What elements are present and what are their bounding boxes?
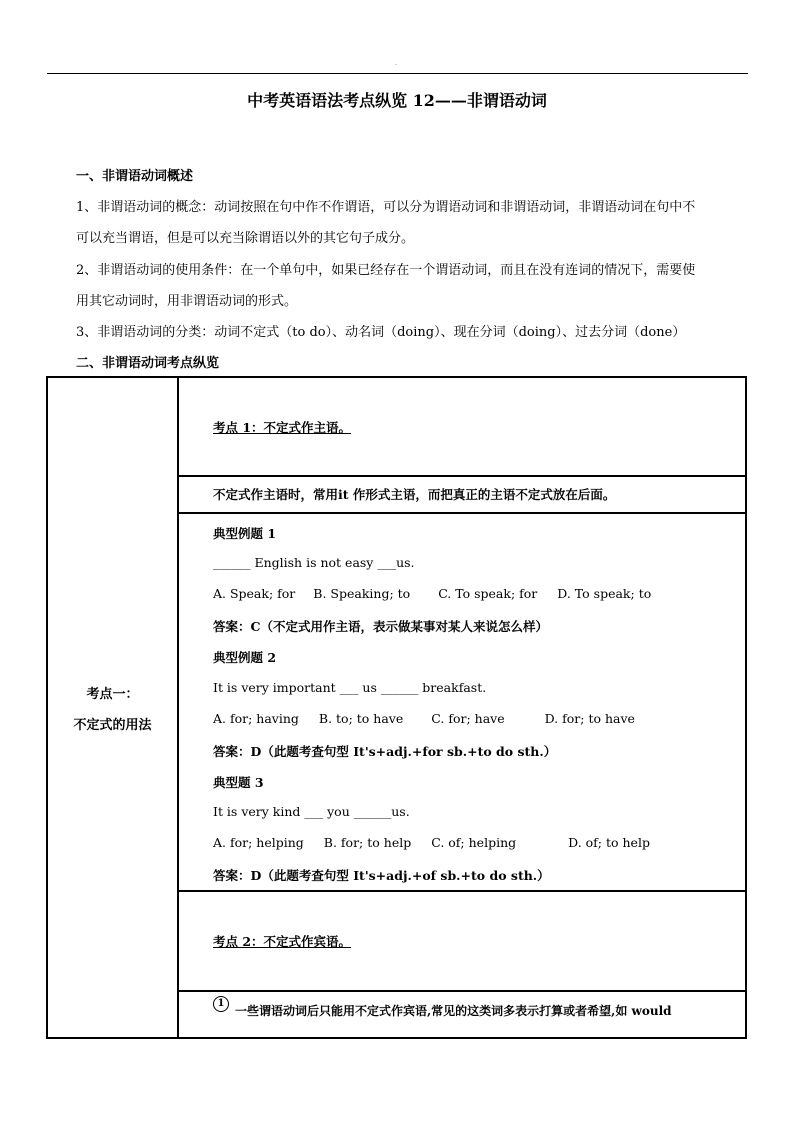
kaodian-2-cell <box>178 891 746 991</box>
example-1-answer: 答案：C（不定式用作主语，表示做某事对某人来说怎么样） <box>213 619 548 634</box>
left-label-line-1: 考点一： <box>86 686 139 702</box>
examples-cell <box>178 513 746 891</box>
example-2-question: It is very important ___ us ______ breakfast. <box>213 680 487 695</box>
paragraph-1-line-2: 可以充当谓语，但是可以充当除谓语以外的其它句子成分。 <box>76 231 415 246</box>
kaodian-1-title: 考点 1：不定式作主语。 <box>213 420 352 435</box>
paragraph-1-line-1: 1、非谓语动词的概念：动词按照在句中作不作谓语，可以分为谓语动词和非谓语动词，非谓语动词在句中不 <box>76 200 696 215</box>
header-dot: . <box>395 60 397 67</box>
ex2-option-c: C. for; have <box>431 711 505 726</box>
example-3-question: It is very kind ___ you ______us. <box>213 804 410 819</box>
example-2-options <box>213 711 635 726</box>
example-2-title: 典型例题 2 <box>213 650 277 665</box>
ex3-option-d: D. of; to help <box>568 835 650 850</box>
ex3-option-c: C. of; helping <box>431 835 517 850</box>
ex2-option-d: D. for; to have <box>544 711 635 726</box>
kaodian-2-title: 考点 2：不定式作宾语。 <box>213 934 352 949</box>
example-1-question: ______ English is not easy ___us. <box>213 555 415 570</box>
ex1-option-b: B. Speaking; to <box>313 586 411 601</box>
section-2-heading: 二、非谓语动词考点纵览 <box>76 356 220 371</box>
kaodian-1-cell <box>178 377 746 476</box>
rule-1-cell <box>178 476 746 513</box>
section-1-heading: 一、非谓语动词概述 <box>76 169 194 184</box>
page-title: 中考英语语法考点纵览 12——非谓语动词 <box>247 91 547 110</box>
header-rule <box>47 73 748 74</box>
ex2-option-a: A. for; having <box>213 711 299 726</box>
paragraph-2-line-1: 2、非谓语动词的使用条件：在一个单句中，如果已经存在一个谓语动词，而且在没有连词的情况下，需要使 <box>76 263 696 278</box>
rule-2-cell <box>178 991 746 1038</box>
example-2-answer: 答案：D（此题考查句型 It's+adj.+for sb.+to do sth.） <box>213 744 557 759</box>
left-label-cell <box>47 377 178 1038</box>
example-3-answer: 答案：D（此题考查句型 It's+adj.+of sb.+to do sth.） <box>213 868 550 883</box>
ex3-option-b: B. for; to help <box>323 835 412 850</box>
ex2-option-b: B. to; to have <box>318 711 404 726</box>
left-label-line-2: 不定式的用法 <box>73 717 152 733</box>
grammar-table <box>46 376 747 1039</box>
paragraph-2-line-2: 用其它动词时，用非谓语动词的形式。 <box>76 294 298 309</box>
circled-number-icon: 1 <box>213 996 229 1012</box>
ex1-option-d: D. To speak; to <box>557 586 652 601</box>
example-3-title: 典型题 3 <box>213 775 264 790</box>
rule-2-text: 一些谓语动词后只能用不定式作宾语,常见的这类词多表示打算或者希望,如 would <box>235 1004 672 1018</box>
rule-1-text: 不定式作主语时，常用it 作形式主语，而把真正的主语不定式放在后面。 <box>213 487 616 502</box>
ex3-option-a: A. for; helping <box>213 835 304 850</box>
example-1-options <box>213 586 651 601</box>
ex1-option-a: A. Speak; for <box>213 586 296 601</box>
paragraph-3: 3、非谓语动词的分类：动词不定式（to do）、动名词（doing）、现在分词（doing）、过去分词（done） <box>76 325 686 340</box>
example-3-options <box>213 835 650 850</box>
ex1-option-c: C. To speak; for <box>438 586 538 601</box>
example-1-title: 典型例题 1 <box>213 526 277 541</box>
